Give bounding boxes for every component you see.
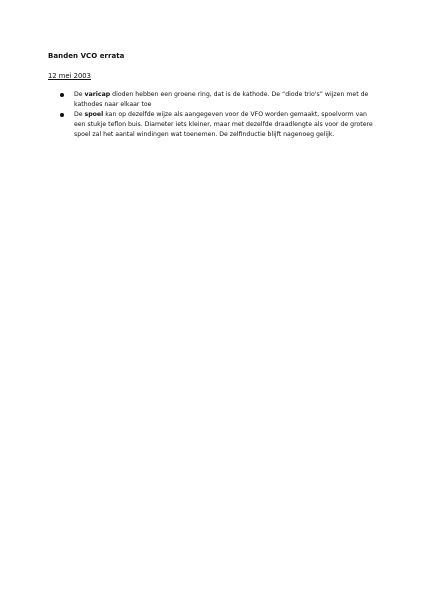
errata-list xyxy=(58,90,378,140)
errata-item-text-prefix: De xyxy=(74,91,85,98)
errata-item-keyword: spoel xyxy=(84,111,104,118)
document-date: 12 mei 2003 xyxy=(48,72,91,80)
bullet-dot-icon xyxy=(60,93,64,97)
errata-item-text-prefix: De xyxy=(74,111,85,118)
errata-item-keyword: varicap xyxy=(84,91,111,98)
bullet-dot-icon xyxy=(60,113,64,117)
errata-item-varicap xyxy=(58,90,378,110)
errata-item-text-body: dioden hebben een groene ring, dat is de kathode. De “diode trio's” wijzen met de kathodes naar elkaar toe xyxy=(74,91,369,108)
errata-item-spoel xyxy=(58,110,378,140)
document-title: Banden VCO errata xyxy=(48,52,125,60)
errata-item-text-body: kan op dezelfde wijze als aangegeven voor de VFO worden gemaakt, spoelvorm van een stukje teflon buis. Diameter iets kleiner, maar met dezelfde draadlengte als voor de grotere spoel zal het aantal windingen wat toenemen. De zelfinductie blijft nagenoeg gelijk. xyxy=(74,111,373,138)
